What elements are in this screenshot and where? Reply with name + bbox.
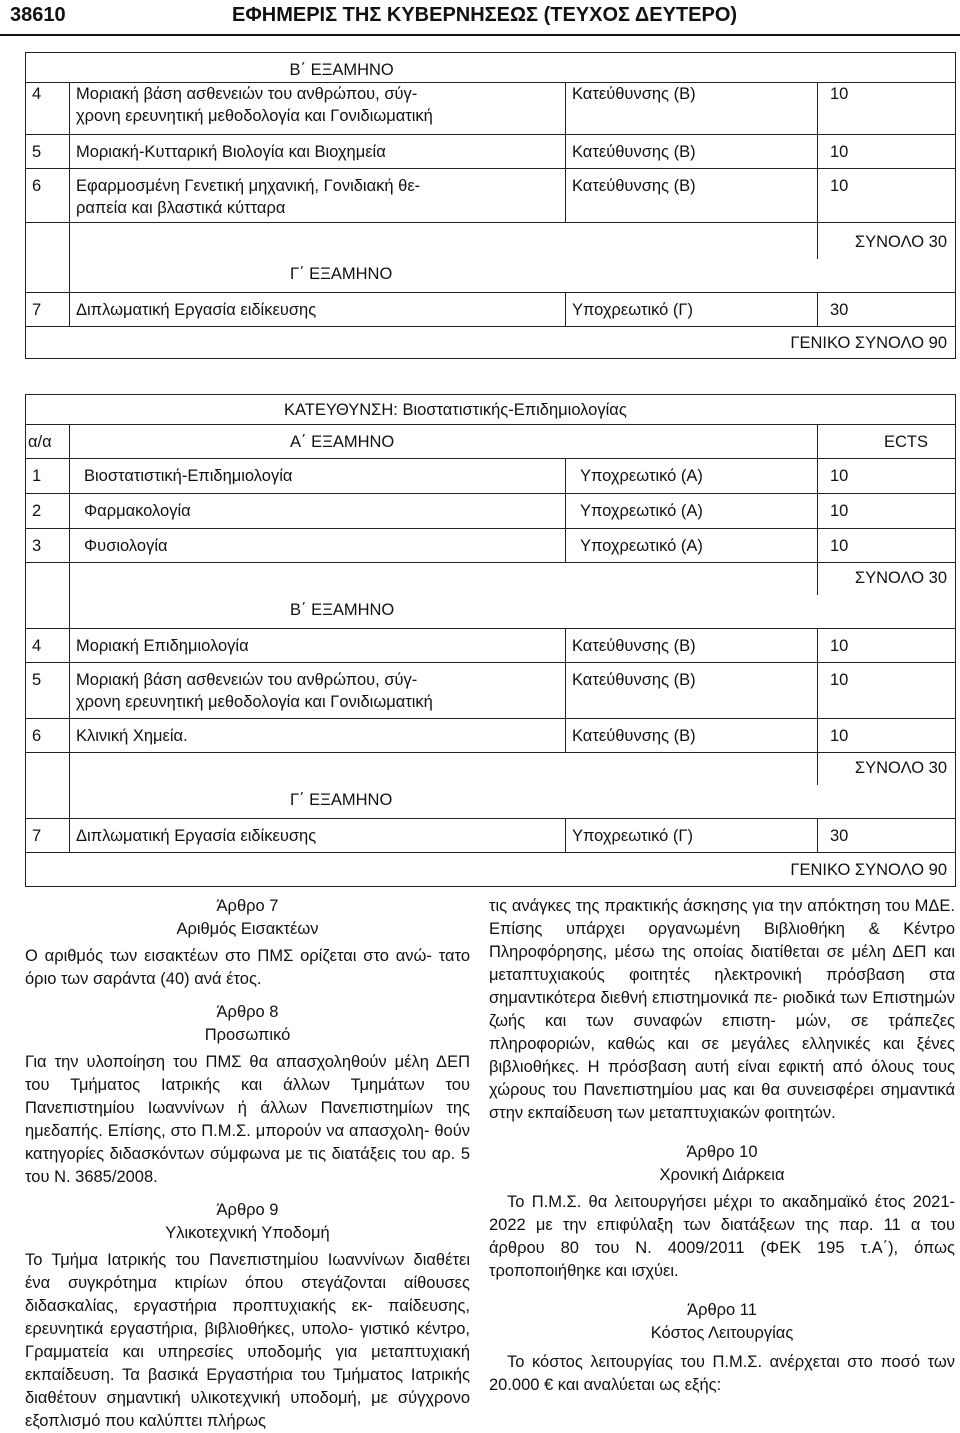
semester-c-heading: Γ΄ ΕΞΑΜΗΝΟ xyxy=(70,259,956,293)
article-10-subtitle: Χρονική Διάρκεια xyxy=(659,1166,785,1184)
article-11-subtitle: Κόστος Λειτουργίας xyxy=(650,1324,794,1342)
table-row: 5 Μοριακή-Κυτταρική Βιολογία και Βιοχημεία Κατεύθυνσης (Β) 10 xyxy=(26,135,956,169)
table-row: 5 Μοριακή βάση ασθενειών του ανθρώπου, σύγ- χρονη ερευνητική μεθοδολογία και Γονιδιωματική Κατεύθυνσης (Β) 10 xyxy=(26,663,956,719)
article-7-title: Άρθρο 7 xyxy=(216,897,279,915)
article-10-title: Άρθρο 10 xyxy=(686,1143,758,1161)
courses-table-1 xyxy=(25,52,956,359)
article-11-title: Άρθρο 11 xyxy=(687,1301,757,1319)
semester-b-heading: Β΄ ΕΞΑΜΗΝΟ xyxy=(70,595,956,629)
gazette-title: ΕΦΗΜΕΡΙΣ ΤΗΣ ΚΥΒΕΡΝΗΣΕΩΣ (ΤΕΥΧΟΣ ΔΕΥΤΕΡΟ) xyxy=(232,4,738,26)
col-ects: ECTS xyxy=(818,425,956,459)
article-9-subtitle: Υλικοτεχνική Υποδομή xyxy=(165,1224,330,1242)
text-column-left xyxy=(25,895,470,1433)
table-row: 6 Εφαρμοσμένη Γενετική μηχανική, Γονιδιακή θε- ραπεία και βλαστικά κύτταρα Κατεύθυνσης (Β) 10 xyxy=(26,169,956,223)
col-aa: α/α xyxy=(26,425,70,459)
semester-b-heading: Β΄ ΕΞΑΜΗΝΟ xyxy=(70,53,956,83)
grand-total: ΓΕΝΙΚΟ ΣΥΝΟΛΟ 90 xyxy=(26,327,956,359)
article-8-text: Για την υλοποίηση του ΠΜΣ θα απασχοληθούν μέλη ΔΕΠ του Τμήματος Ιατρικής και άλλων Τμημάτων του Πανεπιστημίου Ιωαννίνων ή άλλων Πανεπιστημίων της ημεδαπής. Επίσης, στο Π.Μ.Σ. μπορούν να απασχολη- θούν κατηγορίες διδασκόντων σύμφωνα με τις διατάξεις του αρ. 5 του Ν. 3685/2008. xyxy=(25,1053,470,1186)
table-row: 6 Κλινική Χημεία. Κατεύθυνσης (Β) 10 xyxy=(26,719,956,753)
direction-heading: ΚΑΤΕΥΘΥΝΣΗ: Βιοστατιστικής-Επιδημιολογίας xyxy=(26,395,956,425)
article-11-text: Το κόστος λειτουργίας του Π.Μ.Σ. ανέρχεται στο ποσό των 20.000 € και αναλύεται ως εξής: xyxy=(489,1353,955,1394)
article-9-title: Άρθρο 9 xyxy=(216,1201,279,1219)
table-row: 3 Φυσιολογία Υποχρεωτικό (Α) 10 xyxy=(26,529,956,563)
header-rule xyxy=(0,34,960,36)
semester-a-heading: Α΄ ΕΞΑΜΗΝΟ xyxy=(70,425,818,459)
subtotal: ΣΥΝΟΛΟ 30 xyxy=(818,753,956,785)
article-9-continued: τις ανάγκες της πρακτικής άσκησης για την απόκτηση του ΜΔΕ. Επίσης υπάρχει οργανωμένη Βιβλιοθήκη & Κέντρο Πληροφόρησης, μέσω της οποίας διατίθεται σε μέλη ΔΕΠ και μεταπτυχιακούς φοιτητές ηλεκτρονική πρόσβαση στα σημαντικότερα διεθνή επιστημονικά πε- ριοδικά των Επιστημών ζωής και των συναφών επιστη- μών, σε τράπεζες πληροφοριών, καθώς και σε μεγάλες ελληνικές και ξένες βιβλιοθήκες. Η πρόσβαση αυτή είναι εφικτή από όλους τους χώρους του Πανεπιστημίου μας και θα συνεισφέρει σημαντικά στην εκπαίδευση των μεταπτυχιακών φοιτητών. xyxy=(489,897,955,1122)
courses-table-2 xyxy=(25,394,956,887)
table-row: 7 Διπλωματική Εργασία ειδίκευσης Υποχρεωτικό (Γ) 30 xyxy=(26,819,956,853)
article-8-title: Άρθρο 8 xyxy=(216,1003,279,1021)
subtotal: ΣΥΝΟΛΟ 30 xyxy=(818,223,956,259)
article-8-subtitle: Προσωπικό xyxy=(204,1026,291,1044)
article-7-text: Ο αριθμός των εισακτέων στο ΠΜΣ ορίζεται στο ανώ- τατο όριο των σαράντα (40) ανά έτος. xyxy=(25,947,470,988)
table-row: 4 Μοριακή Επιδημιολογία Κατεύθυνσης (Β) 10 xyxy=(26,629,956,663)
grand-total: ΓΕΝΙΚΟ ΣΥΝΟΛΟ 90 xyxy=(26,853,956,887)
page-number: 38610 xyxy=(10,4,66,26)
article-10-text: Το Π.Μ.Σ. θα λειτουργήσει μέχρι το ακαδημαϊκό έτος 2021-2022 με την επιφύλαξη των διατάξεων της παρ. 11 α του άρθρου 80 του Ν. 4009/2011 (ΦΕΚ 195 τ.Α΄), όπως τροποποιήθηκε και ισχύει. xyxy=(489,1193,955,1280)
table-row: 1 Βιοστατιστική-Επιδημιολογία Υποχρεωτικό (Α) 10 xyxy=(26,459,956,494)
table-row: 4 Μοριακή βάση ασθενειών του ανθρώπου, σύγ- χρονη ερευνητική μεθοδολογία και Γονιδιωματική Κατεύθυνσης (Β) 10 xyxy=(26,83,956,135)
article-9-text: Το Τμήμα Ιατρικής του Πανεπιστημίου Ιωαννίνων διαθέτει ένα συγκρότημα κτιρίων όπου στεγάζονται αίθουσες διδασκαλίας, εργαστήρια προπτυχιακής εκ- παίδευσης, ερευνητικά εργαστήρια, βιβλιοθήκες, υπολο- γιστικό κέντρο, Γραμματεία και υπηρεσίες υποδομής για μεταπτυχιακή εκπαίδευση. Τα βασικά Εργαστήρια του Τμήματος Ιατρικής διαθέτουν σημαντική υλικοτεχνική υποδομή, με σύγχρονο εξοπλισμό που καλύπτει πλήρως xyxy=(25,1251,470,1430)
table-row: 7 Διπλωματική Εργασία ειδίκευσης Υποχρεωτικό (Γ) 30 xyxy=(26,293,956,327)
article-7-subtitle: Αριθμός Εισακτέων xyxy=(176,920,319,938)
subtotal: ΣΥΝΟΛΟ 30 xyxy=(818,563,956,595)
table-row: 2 Φαρμακολογία Υποχρεωτικό (Α) 10 xyxy=(26,494,956,529)
text-column-right xyxy=(489,895,955,1397)
semester-c-heading: Γ΄ ΕΞΑΜΗΝΟ xyxy=(70,785,956,819)
